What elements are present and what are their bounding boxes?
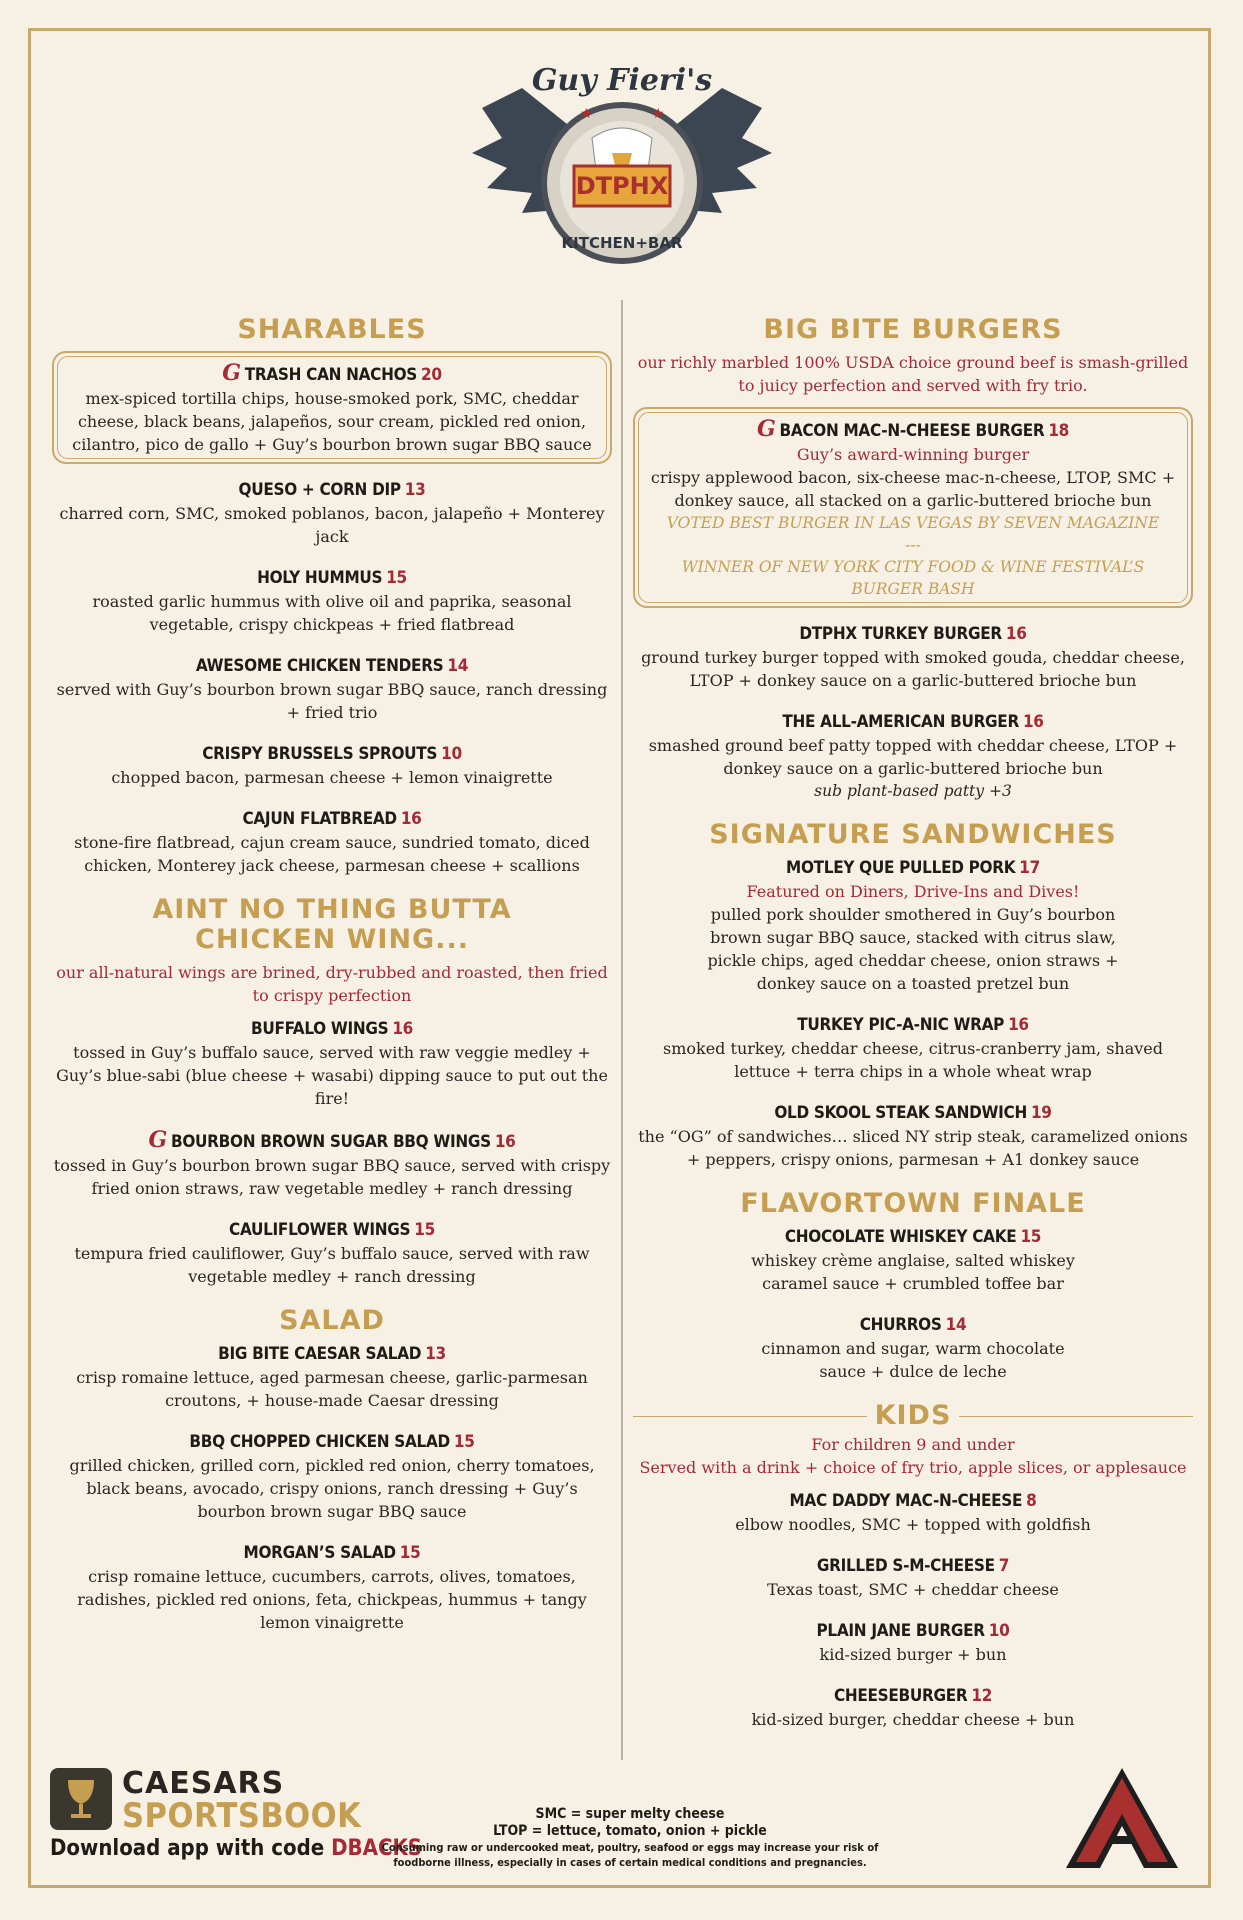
item-desc: tossed in Guy’s buffalo sauce, served with raw veggie medley + Guy’s blue-sabi (blue cheese + wasabi) dipping sauce to put out the fire! [56,1043,608,1108]
item-name: BIG BITE CAESAR SALAD [218,1344,422,1364]
item-name: BACON MAC-N-CHEESE BURGER [779,421,1045,441]
svg-text:★: ★ [652,106,665,122]
svg-text:★: ★ [580,106,593,122]
section-title-kids: KIDS [874,1400,952,1431]
item-desc: smashed ground beef patty topped with cheddar cheese, LTOP + donkey sauce on a garlic-buttered brioche bun [648,736,1178,778]
menu-item [52,654,612,724]
item-price: 14 [447,656,469,676]
divider-line [959,1416,1193,1417]
item-price: 10 [988,1621,1010,1641]
guy-fieri-eagle-logo [462,48,782,288]
item-name: GRILLED S-M-CHEESE [816,1556,995,1576]
logo-bottom-text: KITCHEN+BAR [561,234,683,252]
item-desc: crisp romaine lettuce, aged parmesan cheese, garlic-parmesan croutons, + house-made Caesar dressing [76,1368,588,1410]
item-price: 19 [1030,1103,1052,1123]
item-desc: served with Guy’s bourbon brown sugar BBQ sauce, ranch dressing + fried trio [56,680,608,722]
item-desc: cinnamon and sugar, warm chocolate sauce + dulce de leche [761,1339,1065,1381]
dbacks-a-logo [1062,1764,1182,1874]
menu-item [52,807,612,877]
section-title-wings: AINT NO THING BUTTA CHICKEN WING... [152,894,512,955]
logo-banner-text: DTPHX [575,172,669,200]
featured-item-bacon-mac-burger [633,407,1193,608]
item-price: 14 [945,1315,967,1335]
item-desc: charred corn, SMC, smoked poblanos, bacon, jalapeño + Monterey jack [59,504,605,546]
item-price: 15 [453,1432,475,1452]
food-safety-warning: Consuming raw or undercooked meat, poultry, seafood or eggs may increase your risk of foodborne illness, especially in cases of certain medical conditions and pregnancies. [381,1841,879,1869]
item-price: 16 [1008,1015,1029,1035]
item-name: CRISPY BRUSSELS SPROUTS [202,744,438,764]
item-desc: Texas toast, SMC + cheddar cheese [767,1580,1059,1599]
featured-item-trash-can-nachos [52,351,612,464]
smc-legend: SMC = super melty cheese [535,1806,725,1822]
item-price: 10 [441,744,462,764]
item-name: MOTLEY QUE PULLED PORK [786,858,1016,878]
caesars-chalice-icon [50,1768,112,1830]
item-tagline: Featured on Diners, Drive-Ins and Dives! [746,882,1080,901]
item-price: 15 [399,1543,421,1563]
menu-item [633,1013,1193,1083]
caesars-wordmark: CAESARS [122,1766,285,1801]
item-note: sub plant-based patty +3 [814,782,1012,800]
item-price: 16 [494,1132,516,1152]
item-price: 20 [421,365,442,385]
caesars-sportsbook-ad [50,1766,423,1863]
sportsbook-wordmark: SPORTSBOOK [122,1796,362,1836]
menu-item [52,1342,612,1412]
item-name: TRASH CAN NACHOS [244,365,418,385]
item-price: 8 [1026,1491,1037,1511]
gf-signature-icon: G [756,416,776,442]
item-desc: stone-fire flatbread, cajun cream sauce, sundried tomato, diced chicken, Monterey jack cheese, parmesan cheese + scallions [74,833,590,875]
item-price: 15 [1020,1227,1042,1247]
item-price: 16 [400,809,422,829]
legal-notes [330,1806,930,1870]
item-desc: the “OG” of sandwiches… sliced NY strip steak, caramelized onions + peppers, crispy onions, parmesan + A1 donkey sauce [638,1127,1188,1169]
item-desc: whiskey crème anglaise, salted whiskey caramel sauce + crumbled toffee bar [751,1251,1075,1293]
left-column [52,315,612,1652]
item-name: PLAIN JANE BURGER [816,1621,985,1641]
menu-item [633,1684,1193,1731]
menu-item [633,1225,1193,1295]
menu-item [52,1128,612,1200]
menu-item [633,1619,1193,1666]
menu-item [52,1218,612,1288]
item-name: CAULIFLOWER WINGS [229,1220,411,1240]
item-name: CHEESEBURGER [833,1686,968,1706]
download-text: Download app with code [50,1836,325,1861]
item-name: MORGAN’S SALAD [243,1543,396,1563]
award-text: VOTED BEST BURGER IN LAS VEGAS BY SEVEN MAGAZINE [666,514,1160,532]
item-name: TURKEY PIC-A-NIC WRAP [797,1015,1005,1035]
item-name: CAJUN FLATBREAD [242,809,397,829]
kids-subtitle: For children 9 and under [811,1435,1015,1454]
section-title-sharables: SHARABLES [237,314,427,345]
item-name: CHURROS [859,1315,942,1335]
logo-top-text: Guy Fieri's [531,63,713,98]
item-price: 16 [392,1019,414,1039]
right-column [633,315,1193,1749]
item-desc: crispy applewood bacon, six-cheese mac-n-cheese, LTOP, SMC + donkey sauce, all stacked on a garlic-buttered brioche bun [650,468,1176,510]
item-price: 7 [998,1556,1010,1576]
item-name: DTPHX TURKEY BURGER [799,624,1002,644]
menu-item [633,1313,1193,1383]
item-desc: kid-sized burger + bun [819,1645,1007,1664]
award-separator: --- [905,536,921,554]
item-desc: kid-sized burger, cheddar cheese + bun [751,1710,1075,1729]
item-desc: mex-spiced tortilla chips, house-smoked pork, SMC, cheddar cheese, black beans, jalapeños, sour cream, pickled red onion, cilantro, pico de gallo + Guy’s bourbon brown sugar BBQ sauce [72,389,592,454]
menu-item [633,856,1193,995]
item-name: OLD SKOOL STEAK SANDWICH [774,1103,1027,1123]
item-name: BOURBON BROWN SUGAR BBQ WINGS [170,1132,491,1152]
award-text: WINNER OF NEW YORK CITY FOOD & WINE FESTIVAL’S BURGER BASH [681,558,1145,598]
section-title-salad: SALAD [279,1305,385,1336]
menu-item [633,710,1193,802]
menu-item [52,1430,612,1523]
section-title-finale: FLAVORTOWN FINALE [740,1188,1086,1219]
item-price: 13 [404,480,426,500]
item-price: 12 [971,1686,993,1706]
item-desc: roasted garlic hummus with olive oil and paprika, seasonal vegetable, crispy chickpeas + fried flatbread [92,592,572,634]
item-price: 15 [386,568,407,588]
divider-line [633,1416,867,1417]
menu-item [52,742,612,789]
item-desc: grilled chicken, grilled corn, pickled red onion, cherry tomatoes, black beans, avocado, crispy onions, ranch dressing + Guy’s bourbon brown sugar BBQ sauce [69,1456,595,1521]
item-price: 13 [425,1344,446,1364]
menu-item [633,1554,1193,1601]
item-tagline: Guy’s award-winning burger [796,445,1030,464]
item-price: 16 [1022,712,1044,732]
menu-item [52,566,612,636]
menu-item [633,1489,1193,1536]
kids-header [633,1401,1193,1431]
item-desc: smoked turkey, cheddar cheese, citrus-cranberry jam, shaved lettuce + terra chips in a whole wheat wrap [663,1039,1163,1081]
section-title-burgers: BIG BITE BURGERS [763,314,1063,345]
section-title-sandwiches: SIGNATURE SANDWICHES [709,819,1117,850]
section-subtitle-wings: our all-natural wings are brined, dry-rubbed and roasted, then fried to crispy perfection [56,963,608,1005]
kids-subtitle: Served with a drink + choice of fry trio, apple slices, or applesauce [639,1458,1187,1477]
menu-item [633,622,1193,692]
item-price: 18 [1048,421,1070,441]
item-name: AWESOME CHICKEN TENDERS [195,656,444,676]
item-desc: tossed in Guy’s bourbon brown sugar BBQ sauce, served with crispy fried onion straws, raw vegetable medley + ranch dressing [53,1156,611,1198]
item-desc: elbow noodles, SMC + topped with goldfish [735,1515,1091,1534]
item-desc: crisp romaine lettuce, cucumbers, carrots, olives, tomatoes, radishes, pickled red onions, feta, chickpeas, hummus + tangy lemon vinaigrette [77,1567,587,1632]
menu-item [52,1017,612,1110]
column-divider [621,300,623,1760]
item-price: 15 [414,1220,435,1240]
menu-item [633,1101,1193,1171]
item-name: HOLY HUMMUS [257,568,383,588]
item-price: 17 [1019,858,1040,878]
gf-signature-icon: G [222,360,241,386]
item-desc: ground turkey burger topped with smoked gouda, cheddar cheese, LTOP + donkey sauce on a garlic-buttered brioche bun [641,648,1185,690]
item-name: BUFFALO WINGS [250,1019,389,1039]
ltop-legend: LTOP = lettuce, tomato, onion + pickle [493,1823,767,1839]
item-name: CHOCOLATE WHISKEY CAKE [784,1227,1017,1247]
item-name: BBQ CHOPPED CHICKEN SALAD [189,1432,450,1452]
item-desc: pulled pork shoulder smothered in Guy’s bourbon brown sugar BBQ sauce, stacked with citrus slaw, pickle chips, aged cheddar cheese, onion straws + donkey sauce on a toasted pretzel bun [707,905,1119,993]
item-name: MAC DADDY MAC-N-CHEESE [789,1491,1023,1511]
promo-code: DBACKS [331,1836,423,1861]
section-subtitle-burgers: our richly marbled 100% USDA choice ground beef is smash-grilled to juicy perfection and served with fry trio. [637,353,1189,395]
item-name: QUESO + CORN DIP [238,480,401,500]
item-name: THE ALL-AMERICAN BURGER [782,712,1019,732]
menu-item [52,478,612,548]
gf-signature-icon: G [148,1127,167,1153]
item-price: 16 [1005,624,1027,644]
item-desc: chopped bacon, parmesan cheese + lemon vinaigrette [111,768,553,787]
menu-item [52,1541,612,1634]
item-desc: tempura fried cauliflower, Guy’s buffalo sauce, served with raw vegetable medley + ranch dressing [74,1244,590,1286]
